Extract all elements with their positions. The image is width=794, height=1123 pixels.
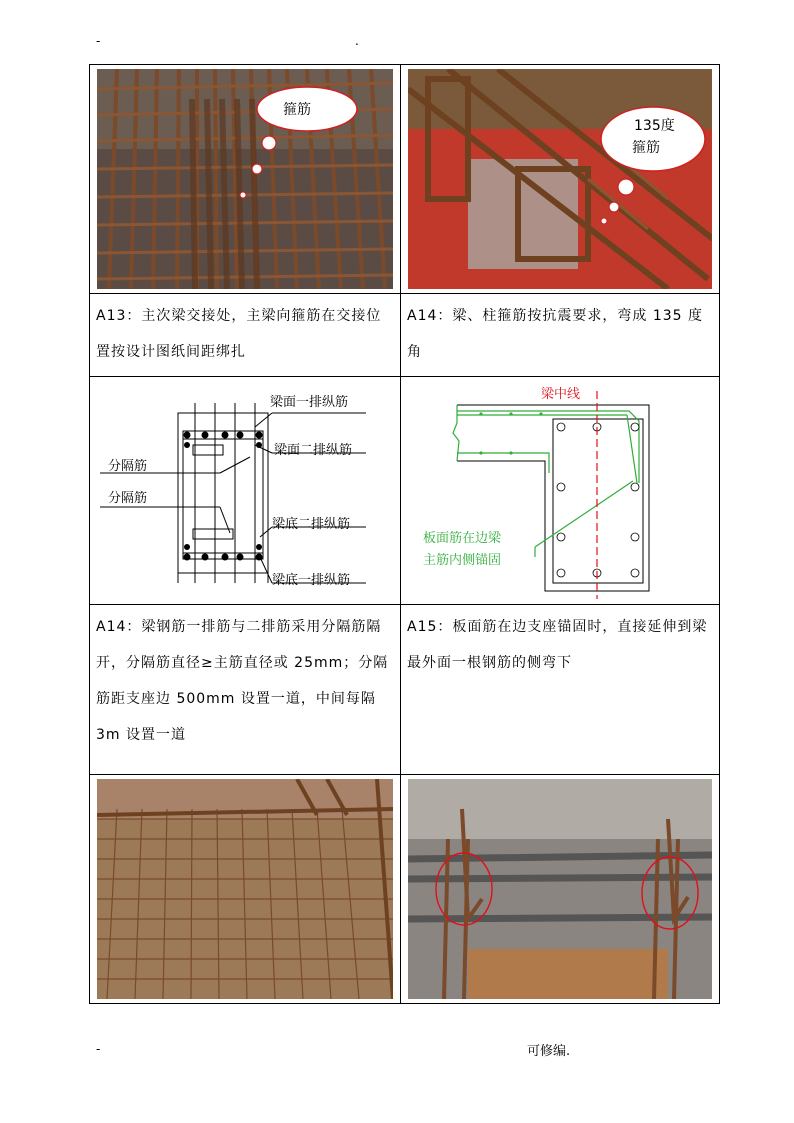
caption-a14-135: A14：梁、柱箍筋按抗震要求，弯成 135 度角 (401, 294, 720, 377)
caption-a15: A15：板面筋在边支座锚固时，直接延伸到梁最外面一根钢筋的侧弯下 (401, 605, 720, 775)
label-bottom-row-1: 梁底一排纵筋 (272, 573, 351, 588)
caption-a14-separator: A14：梁钢筋一排筋与二排筋采用分隔筋隔开，分隔筋直径≥主筋直径或 25mm；分隔筋距支座边 500mm 设置一道，中间每隔 3m 设置一道 (90, 605, 401, 775)
beam-section-diagram-cell (90, 377, 401, 605)
bubble-text-right-1: 135度 (634, 118, 675, 134)
bubble-text-left: 箍筋 (283, 102, 311, 118)
anchor-note-line-1: 板面筋在边梁 (423, 531, 502, 546)
rebar-photo-a13 (97, 69, 393, 289)
label-separator-1: 分隔筋 (108, 459, 148, 474)
label-bottom-row-2: 梁底二排纵筋 (272, 517, 351, 532)
label-top-row-2: 梁面二排纵筋 (274, 443, 353, 458)
photo-cell-left (90, 65, 401, 294)
label-top-row-1: 梁面一排纵筋 (270, 395, 349, 410)
footer-left-mark: - (96, 1042, 101, 1056)
photo-cell-bottom-right (401, 775, 720, 1004)
rebar-photo-a14 (408, 69, 712, 289)
centerline-label: 梁中线 (541, 387, 581, 402)
header-right-mark: . (355, 34, 359, 48)
photo-cell-right (401, 65, 720, 294)
photo-cell-bottom-left (90, 775, 401, 1004)
slab-mesh-photo (97, 779, 393, 999)
construction-table (89, 64, 720, 1004)
bubble-text-right-2: 箍筋 (632, 140, 660, 156)
header-left-mark: - (96, 34, 101, 48)
label-separator-2: 分隔筋 (108, 491, 148, 506)
footer-editable-note: 可修编. (527, 1044, 571, 1059)
edge-beam-diagram-cell (401, 377, 720, 605)
anchor-note-line-2: 主筋内侧锚固 (423, 553, 502, 568)
edge-anchor-photo (408, 779, 712, 999)
caption-a13: A13：主次梁交接处，主梁向箍筋在交接位置按设计图纸间距绑扎 (90, 294, 401, 377)
edge-beam-diagram (401, 377, 719, 603)
